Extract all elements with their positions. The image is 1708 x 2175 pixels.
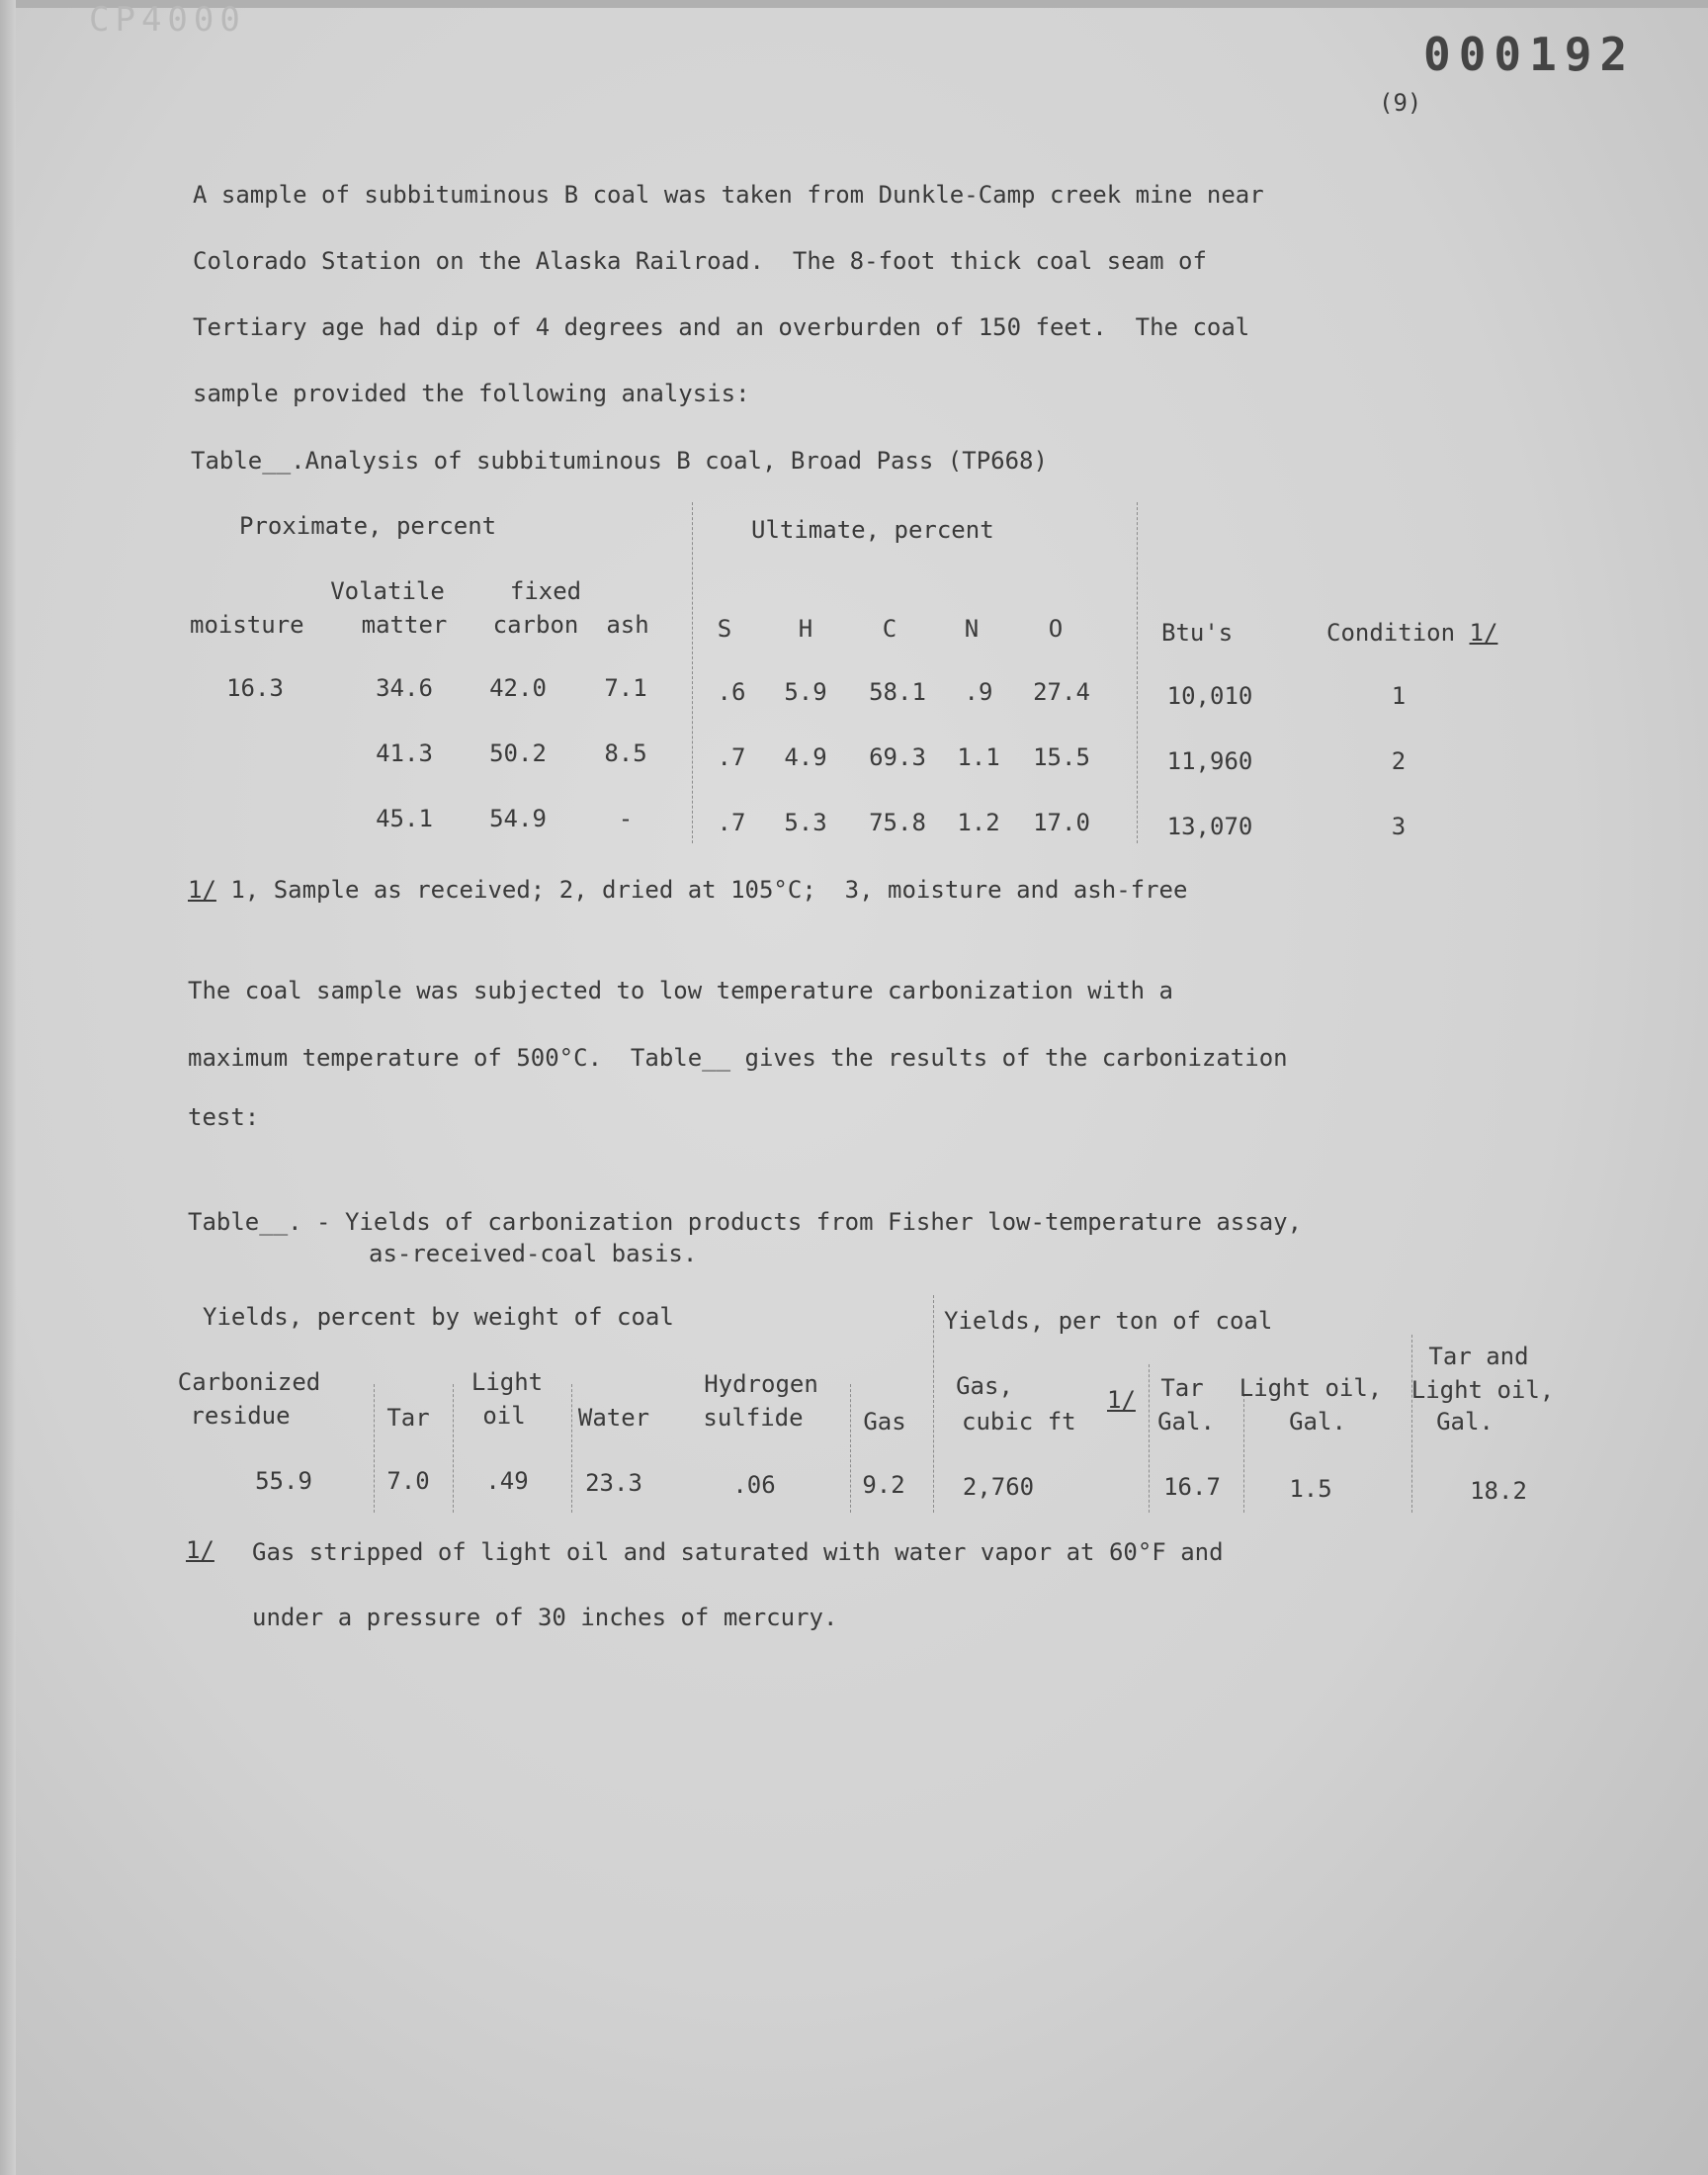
table1-header-moisture: moisture bbox=[190, 611, 304, 639]
faint-stamp: CP4000 bbox=[89, 0, 246, 40]
table1-caption: Table__.Analysis of subbituminous B coal, Broad Pass (TP668) bbox=[191, 447, 1048, 475]
table2-divider-5 bbox=[933, 1295, 934, 1513]
table1-header-fixed-1: fixed bbox=[509, 577, 582, 605]
table2-cell-total: 18.2 bbox=[1470, 1477, 1527, 1505]
table2-cell-gascf: 2,760 bbox=[962, 1473, 1035, 1501]
table2-header-lightgal-2: Gal. bbox=[1289, 1408, 1346, 1436]
table1-cell-fixed: 42.0 bbox=[489, 674, 547, 702]
table2-header-gascf-note: 1/ bbox=[1107, 1386, 1136, 1414]
table1-cell-n: .9 bbox=[964, 678, 993, 706]
table1-cell-n: 1.2 bbox=[957, 809, 1000, 836]
table1-cell-n: 1.1 bbox=[957, 743, 1000, 771]
table1-cell-ash: 8.5 bbox=[604, 740, 647, 767]
table1-footnote-mark: 1/ bbox=[188, 876, 216, 904]
table1-cell-btu: 13,070 bbox=[1166, 813, 1253, 840]
table1-cell-volatile: 34.6 bbox=[376, 674, 433, 702]
table1-footnote bbox=[188, 876, 1187, 904]
table2-header-targal-2: Gal. bbox=[1157, 1408, 1215, 1436]
table1-cell-condition: 2 bbox=[1391, 747, 1407, 775]
table2-footnote-line-1: Gas stripped of light oil and saturated with water vapor at 60°F and bbox=[252, 1538, 1224, 1566]
table1-header-s: S bbox=[717, 615, 732, 643]
table1-divider-2 bbox=[1137, 502, 1138, 843]
table1-group-proximate: Proximate, percent bbox=[239, 512, 497, 540]
table1-header-o: O bbox=[1048, 615, 1064, 643]
table1-cell-c: 75.8 bbox=[869, 809, 926, 836]
intro-line-2: Colorado Station on the Alaska Railroad. The 8-foot thick coal seam of bbox=[193, 247, 1207, 275]
table2-divider-3 bbox=[571, 1384, 572, 1513]
table1-header-condition-label: Condition bbox=[1326, 619, 1456, 647]
table2-header-total-2: Light oil, bbox=[1410, 1376, 1555, 1404]
table2-group-ton: Yields, per ton of coal bbox=[944, 1307, 1273, 1335]
table1-cell-volatile: 41.3 bbox=[376, 740, 433, 767]
table1-cell-o: 27.4 bbox=[1033, 678, 1090, 706]
table1-cell-moisture: 16.3 bbox=[226, 674, 284, 702]
table2-header-h2s-1: Hydrogen bbox=[704, 1370, 818, 1398]
table2-header-tar: Tar bbox=[386, 1404, 430, 1432]
table2-divider-2 bbox=[453, 1384, 454, 1513]
table2-divider-1 bbox=[374, 1384, 375, 1513]
table2-header-total-1: Tar and bbox=[1428, 1343, 1529, 1370]
table2-header-lightoil-1: Light bbox=[470, 1368, 544, 1396]
table2-cell-lightoil: .49 bbox=[485, 1467, 529, 1495]
table2-header-lightoil-2: oil bbox=[482, 1402, 526, 1430]
table1-divider-1 bbox=[692, 502, 693, 843]
table1-cell-c: 58.1 bbox=[869, 678, 926, 706]
table1-cell-condition: 3 bbox=[1391, 813, 1407, 840]
table1-cell-condition: 1 bbox=[1391, 682, 1407, 710]
table2-divider-8 bbox=[1411, 1335, 1412, 1513]
table1-cell-fixed: 54.9 bbox=[489, 805, 547, 832]
table1-cell-s: .7 bbox=[717, 743, 746, 771]
intro-line-1: A sample of subbituminous B coal was taken from Dunkle-Camp creek mine near bbox=[193, 181, 1264, 209]
document-number-stamp: 000192 bbox=[1423, 28, 1636, 81]
table1-cell-ash: 7.1 bbox=[604, 674, 647, 702]
table1-cell-btu: 11,960 bbox=[1166, 747, 1253, 775]
table2-caption-2: as-received-coal basis. bbox=[369, 1240, 698, 1267]
table1-cell-s: .7 bbox=[717, 809, 746, 836]
table2-cell-gas: 9.2 bbox=[862, 1471, 905, 1499]
table2-header-residue-2: residue bbox=[190, 1402, 291, 1430]
table2-header-targal-1: Tar bbox=[1160, 1374, 1204, 1402]
table2-header-total-3: Gal. bbox=[1436, 1408, 1494, 1436]
table1-cell-ash: - bbox=[618, 805, 634, 832]
page-number: (9) bbox=[1379, 89, 1422, 117]
table1-header-fixed-2: carbon bbox=[492, 611, 579, 639]
table1-cell-fixed: 50.2 bbox=[489, 740, 547, 767]
scan-edge-top bbox=[0, 0, 1708, 8]
table2-header-lightgal-1: Light oil, bbox=[1238, 1374, 1383, 1402]
table1-cell-h: 4.9 bbox=[784, 743, 827, 771]
table1-header-n: N bbox=[964, 615, 980, 643]
table1-header-condition-note: 1/ bbox=[1469, 619, 1498, 647]
table1-cell-s: .6 bbox=[717, 678, 746, 706]
table2-cell-targal: 16.7 bbox=[1163, 1473, 1221, 1501]
table1-cell-h: 5.9 bbox=[784, 678, 827, 706]
table2-divider-6 bbox=[1149, 1364, 1150, 1513]
table2-header-residue-1: Carbonized bbox=[177, 1368, 321, 1396]
middle-line-3: test: bbox=[188, 1103, 260, 1131]
intro-line-3: Tertiary age had dip of 4 degrees and an overburden of 150 feet. The coal bbox=[193, 313, 1250, 341]
table2-divider-4 bbox=[850, 1384, 851, 1513]
table1-group-ultimate: Ultimate, percent bbox=[751, 516, 994, 544]
table2-header-water: Water bbox=[577, 1404, 650, 1432]
middle-line-2: maximum temperature of 500°C. Table__ gives the results of the carbonization bbox=[188, 1044, 1288, 1072]
table1-header-ash: ash bbox=[606, 611, 649, 639]
table2-cell-residue: 55.9 bbox=[255, 1467, 312, 1495]
table2-cell-water: 23.3 bbox=[585, 1469, 642, 1497]
table1-cell-btu: 10,010 bbox=[1166, 682, 1253, 710]
table2-cell-tar: 7.0 bbox=[386, 1467, 430, 1495]
table1-header-condition bbox=[1326, 619, 1497, 647]
table1-cell-c: 69.3 bbox=[869, 743, 926, 771]
table2-cell-h2s: .06 bbox=[732, 1471, 776, 1499]
table2-header-gascf-2: cubic ft bbox=[962, 1408, 1076, 1436]
table1-header-h: H bbox=[798, 615, 813, 643]
table1-header-volatile-1: Volatile bbox=[330, 577, 445, 605]
table2-header-gas: Gas bbox=[863, 1408, 906, 1436]
table2-header-h2s-2: sulfide bbox=[703, 1404, 804, 1432]
table1-header-c: C bbox=[882, 615, 897, 643]
table1-cell-volatile: 45.1 bbox=[376, 805, 433, 832]
table1-cell-o: 15.5 bbox=[1033, 743, 1090, 771]
table1-footnote-text: 1, Sample as received; 2, dried at 105°C; 3, moisture and ash-free bbox=[215, 876, 1188, 904]
table2-cell-lightgal: 1.5 bbox=[1289, 1475, 1332, 1503]
table2-group-weight: Yields, percent by weight of coal bbox=[203, 1303, 674, 1331]
scan-edge-left bbox=[0, 0, 16, 2175]
middle-line-1: The coal sample was subjected to low temperature carbonization with a bbox=[188, 977, 1173, 1004]
table1-header-volatile-2: matter bbox=[361, 611, 448, 639]
table1-cell-h: 5.3 bbox=[784, 809, 827, 836]
table2-divider-7 bbox=[1243, 1394, 1244, 1513]
table2-caption-1: Table__. - Yields of carbonization products from Fisher low-temperature assay, bbox=[188, 1208, 1303, 1236]
intro-line-4: sample provided the following analysis: bbox=[193, 380, 750, 407]
table2-footnote-line-2: under a pressure of 30 inches of mercury. bbox=[252, 1604, 838, 1631]
table2-header-gascf-1: Gas, bbox=[956, 1372, 1013, 1400]
table2-footnote-mark: 1/ bbox=[186, 1536, 214, 1564]
table1-header-btu: Btu's bbox=[1161, 619, 1234, 647]
table1-cell-o: 17.0 bbox=[1033, 809, 1090, 836]
